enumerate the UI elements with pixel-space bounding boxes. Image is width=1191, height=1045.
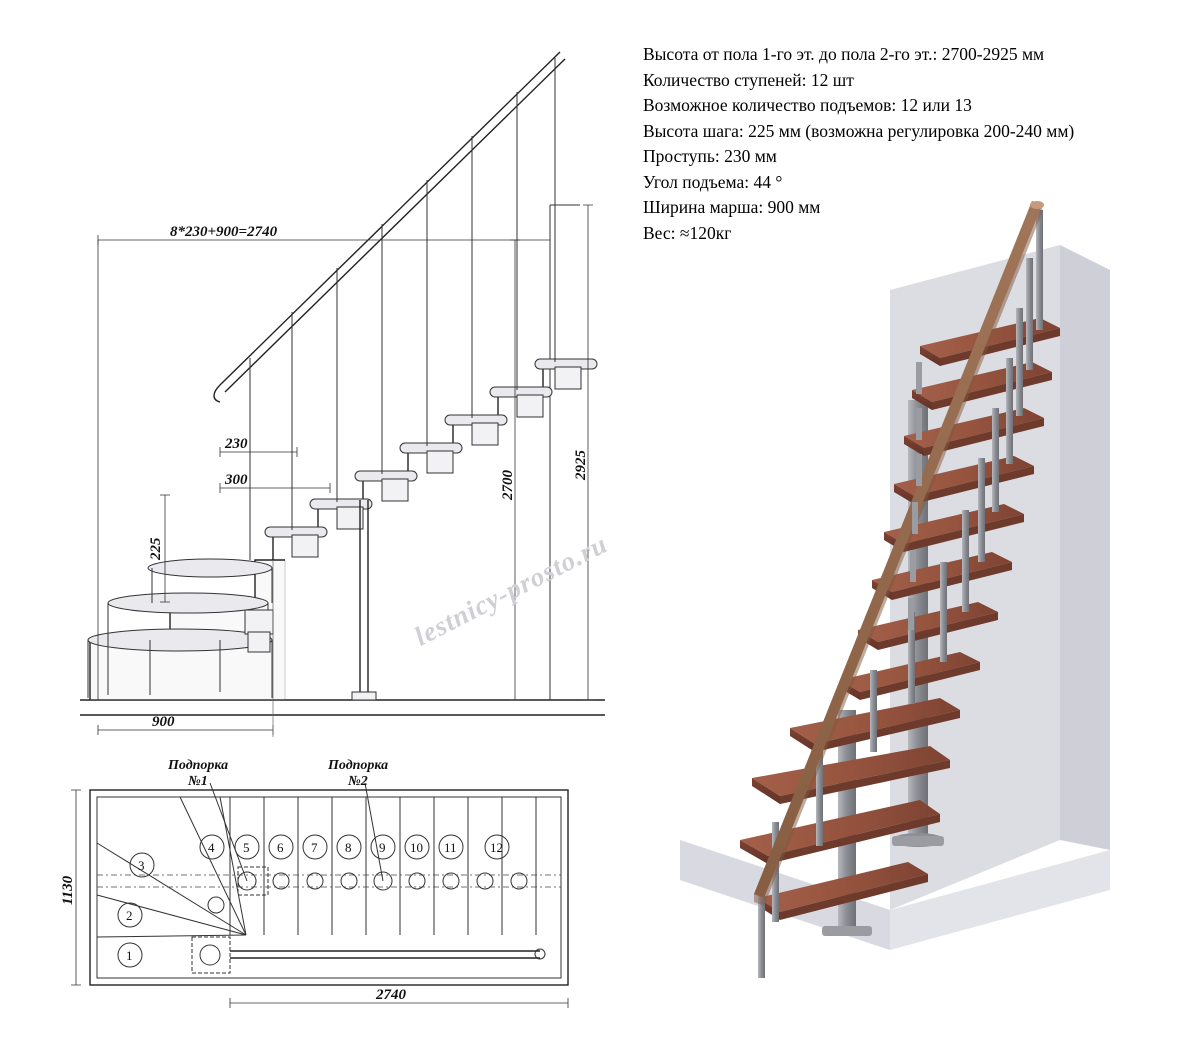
support-1-number: №1 — [188, 774, 208, 789]
plan-step-number: 12 — [490, 840, 503, 855]
spec-item-angle: Угол подъема: 44 ° — [643, 171, 783, 192]
watermark: lestnicy-prosto.ru — [409, 528, 613, 652]
dimension-run-formula: 8*230+900=2740 — [170, 224, 278, 240]
plan-step-number: 6 — [277, 840, 284, 855]
dimension-plan-length: 2740 — [376, 987, 406, 1003]
spec-item-weight: Вес: ≈120кг — [643, 222, 732, 243]
plan-step-number: 9 — [379, 840, 386, 855]
dimension-riser: 225 — [148, 537, 164, 560]
plan-step-dividers — [230, 797, 536, 935]
spec-item-step-height: Высота шага: 225 мм (возможна регулировка 200-240 мм) — [643, 120, 1075, 141]
plan-step-numbers — [118, 835, 509, 967]
dimension-width: 900 — [152, 714, 175, 730]
dimension-tread: 230 — [225, 436, 248, 452]
plan-step-number: 2 — [126, 908, 133, 923]
spec-item-height-between-floors: Высота от пола 1-го эт. до пола 2-го эт.: 2700-2925 мм — [643, 44, 1045, 64]
spec-item-march-width: Ширина марша: 900 мм — [643, 197, 821, 217]
stair-3d-render — [640, 150, 1185, 1030]
spec-item-tread: Проступь: 230 мм — [643, 146, 777, 166]
support-2-label: Подпорка — [328, 758, 389, 773]
plan-step-number: 5 — [243, 840, 250, 855]
plan-step-number: 4 — [208, 840, 215, 855]
plan-step-number: 3 — [138, 858, 145, 873]
elevation-drawing — [60, 40, 630, 740]
plan-step-number: 1 — [126, 948, 133, 963]
plan-step-number: 10 — [410, 840, 423, 855]
dimension-height-total: 2925 — [573, 450, 589, 480]
plan-step-number: 7 — [311, 840, 318, 855]
dimension-plan-depth: 1130 — [60, 875, 76, 905]
dimension-height-floor: 2700 — [500, 470, 516, 500]
support-2-number: №2 — [348, 774, 368, 789]
spec-item-possible-risers: Возможное количество подъемов: 12 или 13 — [643, 95, 972, 115]
plan-drawing — [60, 755, 630, 1030]
plan-step-number: 11 — [444, 840, 457, 855]
support-1-label: Подпорка — [168, 758, 229, 773]
spec-item-step-count: Количество ступеней: 12 шт — [643, 69, 854, 90]
elevation-steps — [88, 359, 597, 700]
plan-support-callouts — [167, 758, 388, 881]
plan-step-number: 8 — [345, 840, 352, 855]
plan-baluster-circles — [192, 867, 527, 973]
plan-dimensions — [60, 790, 568, 1008]
dimension-tread-total: 300 — [225, 472, 248, 488]
